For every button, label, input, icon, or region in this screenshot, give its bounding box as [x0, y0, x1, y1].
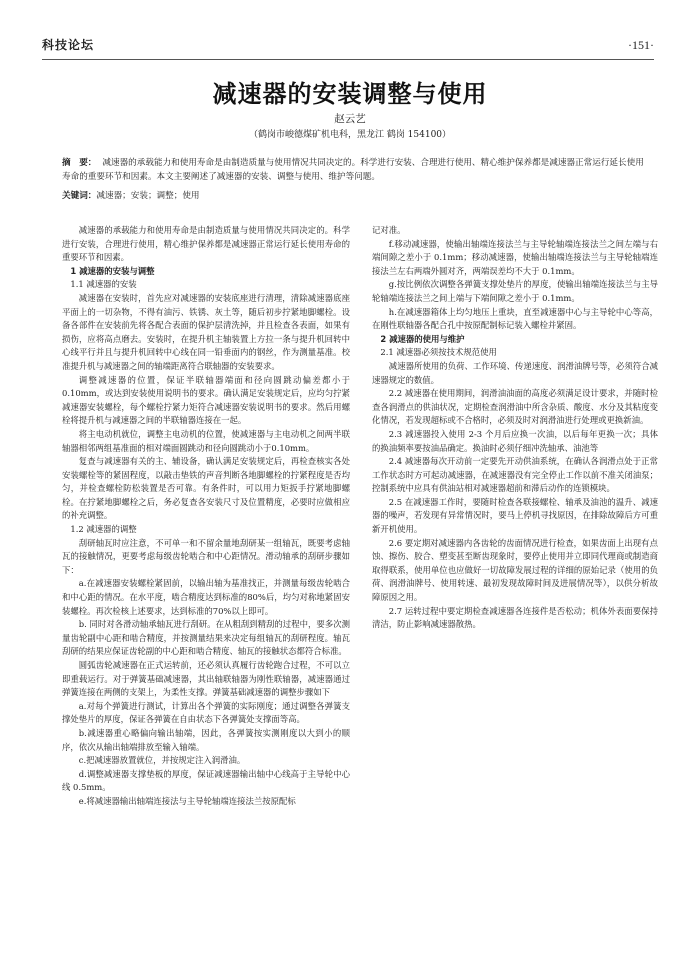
- paragraph: a.对每个弹簧进行测试，计算出各个弹簧的实际刚度；通过调整各弹簧支撑处垫片的厚度，保证各弹簧在自由状态下各弹簧处支撑面等高。: [62, 700, 350, 725]
- paragraph: 减速器的承载能力和使用寿命是由制造质量与使用情况共同决定的。科学进行安装，合理进行使用，精心维护保养都是减速器正常运行延长使用寿命的重要环节和因素。: [62, 225, 350, 263]
- subsection-heading: 1.2 减速器的调整: [70, 524, 137, 535]
- article-author: 赵云艺: [334, 113, 366, 125]
- section-heading: 2 减速器的使用与维护: [380, 333, 465, 344]
- abstract: [62, 157, 644, 184]
- abstract-label: 摘 要：: [62, 158, 97, 168]
- keywords: [62, 189, 644, 201]
- page-number: ·151·: [628, 38, 654, 52]
- keywords-label: 关键词：: [62, 191, 97, 201]
- article-affiliation: （鹤岗市峻德煤矿机电科，黑龙江 鹤岗 154100）: [248, 130, 452, 140]
- running-head: [42, 34, 654, 60]
- paragraph: 刮研轴瓦时应注意，不可单一和不留余量地刮研某一组轴瓦，既要考虑轴瓦的接触情况，更要考虑每级齿轮啮合和中心距情况。滑动轴承的刮研步骤如下：: [62, 537, 350, 575]
- paragraph: 2.4 减速器每次开动前一定要先开动供油系统，在确认各润滑点处于正常工作状态时方可起动减速器，在减速器没有完全停止工作以前不准关闭油泵；控制系统中应具有供油站相对减速器超前和滞后动作的连锁模块。: [372, 456, 658, 494]
- paragraph: 调整减速器的位置，保证半联轴器端面和径向圆跳动偏差都小于0.10mm，或达到安装使用说明书的要求。确认满足安装规定后，应均匀拧紧减速器安装螺栓，每个螺栓拧紧力矩符合减速器安装说明书的要求。然后用螺栓将提升机与减速器之间的半联轴器连接在一起。: [62, 374, 350, 426]
- paragraph: 2.7 运转过程中要定期检查减速器各连接件是否松动；机体外表面要保持清洁，防止影响减速器散热。: [372, 605, 658, 630]
- paragraph: b.减速器重心略偏向输出轴端，因此，各弹簧按实测刚度以大到小的顺序，依次从输出轴端排放至输入轴端。: [62, 727, 350, 752]
- paragraph: 将主电动机就位，调整主电动机的位置，使减速器与主电动机之间两半联轴器相邻两组基准面的相对端面圆跳动和径向圆跳动小于0.10mm。: [62, 428, 350, 453]
- article-title: 减速器的安装调整与使用: [212, 79, 488, 108]
- paragraph: b. 同时对各滑动轴承轴瓦进行刮研。在从粗刮到精刮的过程中，要多次测量齿轮副中心距和啮合精度，并按测量结果来决定每组轴瓦的刮研程度。轴瓦刮研的结果应保证齿轮副的中心距和啮合精度、轴瓦的接触状态都符合标准。: [62, 619, 350, 657]
- paragraph: 记对准。: [372, 225, 406, 235]
- paragraph: 2.5 在减速器工作时，要随时检查各联接螺栓、轴承及油池的温升、减速器的噪声，若发现有异常情况时，要马上停机寻找原因，在排除故障后方可重新开机使用。: [372, 496, 658, 535]
- paragraph: 减速器在安装时，首先应对减速器的安装底座进行清理，清除减速器底座平面上的一切杂物，不得有油污、铁锈、灰土等，随后初步拧紧地脚螺栓。设备各部件在安装前先将各配合表面的保护层清洗掉，并且检查各表面，如果有损伤，应将高点磨去。安装时，在提升机主轴装置上方拉一条与提升机回转中心线平行并且与提升机回转中心线在同一铅垂面内的钢丝，作为测量基准。校准提升机与减速器之间的轴端距离符合联轴器的安装要求。: [62, 292, 350, 371]
- paragraph: f.移动减速器，使输出轴端连接法兰与主导轮轴端连接法兰之间左端与右端间隙之差小于 0.1mm；移动减速器，使输出轴端连接法兰与主导轮轴端连接法兰左右两端外圆对齐，两端误差均不大于 0.1mm。: [372, 238, 658, 276]
- paragraph: 2.6 要定期对减速器内各齿轮的齿面情况进行检查，如果齿面上出现有点蚀、擦伤、胶合、塑变甚至断齿现象时，要停止使用并立即同代理商或制造商取得联系，使用单位也应做好一切故障发展过程的详细的原始记录（使用的负荷、润滑油牌号、使用转速、最初发现故障时间及进展情况等），以供分析故障原因之用。: [372, 537, 658, 603]
- paragraph: d.调整减速器支撑垫板的厚度，保证减速器输出轴中心线高于主导轮中心线 0.5mm。: [62, 768, 350, 793]
- paragraph: c.把减速器放置就位，并按规定注入润滑油。: [78, 755, 246, 766]
- section-heading: 1 减速器的安装与调整: [70, 265, 155, 276]
- paragraph: h.在减速器箱体上均匀地压上重块，直至减速器中心与主导轮中心等高，在刚性联轴器各配合孔中按原配制标记装入螺栓并紧固。: [372, 306, 658, 331]
- keywords-text: 减速器；安装；调整；使用: [96, 191, 200, 201]
- abstract-text: 减速器的承载能力和使用寿命是由制造质量与使用情况共同决定的。科学进行安装、合理进行使用、精心维护保养都是减速器正常运行延长使用寿命的重要环节和因素。本文主要阐述了减速器的安装、调整与使用、维护等问题。: [62, 158, 644, 182]
- paragraph: 复查与减速器有关的主、辅设备，确认满足安装规定后，再检查核实各处安装螺栓等的紧固程度，以敲击垫铁的声音判断各地脚螺栓的拧紧程度是否均匀，并检查螺栓防松装置是否可靠。有条件时，可以用力矩扳手拧紧地脚螺栓。在拧紧地脚螺栓之后，务必复查各安装尺寸及位置精度，必要时应做相应的补充调整。: [62, 456, 350, 521]
- right-column: [372, 224, 658, 632]
- subsection-heading: 2.1 减速器必须按技术规范使用: [380, 347, 497, 358]
- paragraph: 减速器所使用的负荷、工作环境、传递速度、润滑油牌号等，必须符合减速器规定的数值。: [372, 360, 658, 385]
- paragraph: g.按比例依次调整各弹簧支撑处垫片的厚度，使输出轴端连接法兰与主导轮轴端连接法兰之间上端与下端间隙之差小于 0.1mm。: [372, 279, 658, 303]
- paragraph: a.在减速器安装螺栓紧固前，以输出轴为基准找正，并测量每级齿轮啮合和中心距的情况。在水平度，啮合精度达到标准的80%后，均匀对称地紧固安装螺栓。再次检核上述要求，达到标准的70%以上即可。: [62, 578, 350, 616]
- paragraph: e.将减速器输出轴端连接法与主导轮轴端连接法兰按原配标: [78, 795, 296, 806]
- left-column: [62, 224, 350, 809]
- paragraph: 圆弧齿轮减速器在正式运转前，还必须认真履行齿轮跑合过程，不可以立即重载运行。对于弹簧基础减速器，其出轴联轴器为刚性联轴器，减速器通过弹簧连接在两侧的支架上，为柔性支撑。弹簧基础减速器的调整步骤如下: [62, 660, 350, 698]
- subsection-heading: 1.1 减速器的安装: [70, 279, 137, 290]
- paragraph: 2.2 减速器在使用期间，润滑油油面的高度必须满足设计要求，并随时检查各润滑点的供油状况，定期检查润滑油中所含杂质、酸度、水分及其粘度变化情况，若发现超标或不合格时，必须及时对润滑油进行处理或更换新油。: [372, 388, 658, 426]
- journal-name: 科技论坛: [42, 38, 95, 52]
- paragraph: 2.3 减速器投入使用 2-3 个月后应换一次油，以后每年更换一次；具体的换油频率要按油品确定。换油时必须仔细冲洗轴承、油池等: [372, 428, 658, 453]
